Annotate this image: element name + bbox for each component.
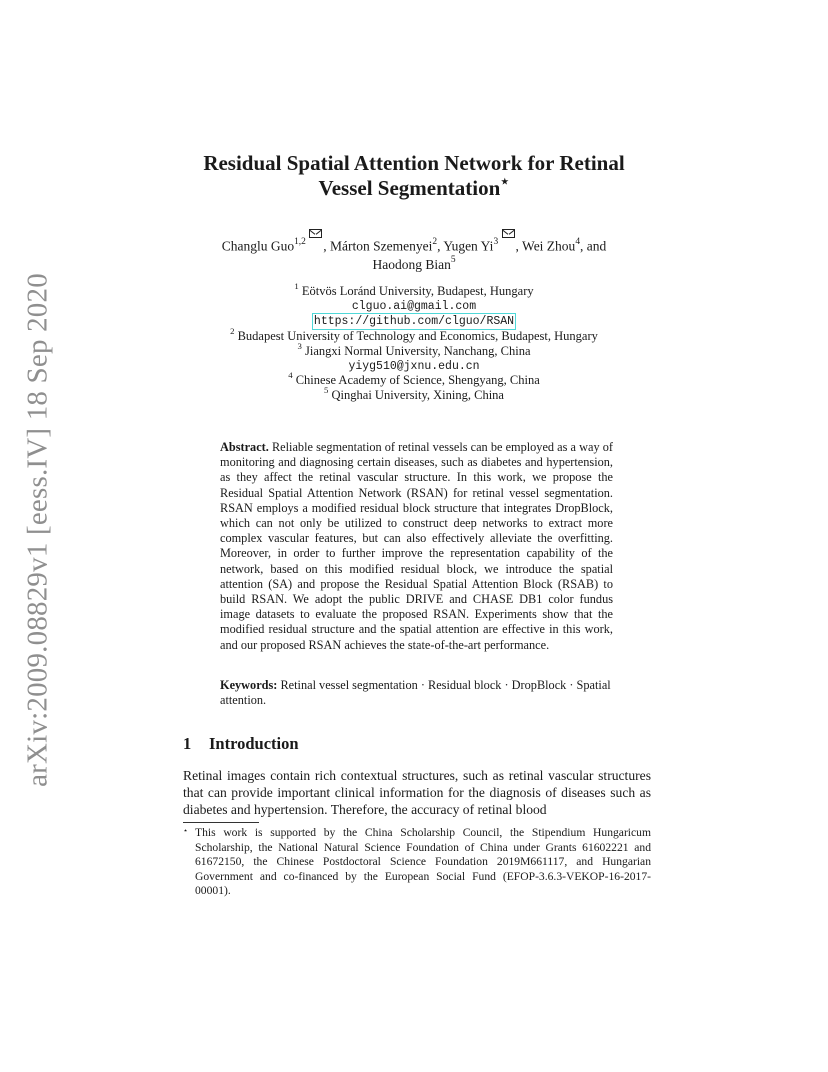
abstract-label: Abstract. (220, 440, 269, 454)
footnote-star: ⋆ (183, 826, 189, 835)
author-name: Yugen Yi (443, 238, 494, 254)
affiliation-1 (0, 280, 828, 299)
author-separator: , (515, 238, 523, 254)
intro-paragraph: Retinal images contain rich contextual structures, such as retinal vascular structures that can provide important clinical information for the diagnosis of diseases such as diabetes and hypertension. Therefore, the accuracy of retinal blood (183, 768, 651, 817)
author-line-2 (0, 256, 828, 274)
author-name: Changlu Guo (221, 238, 295, 254)
envelope-icon[interactable] (502, 229, 515, 238)
affiliation-number: 1 (294, 280, 299, 291)
affiliation-text: Qinghai University, Xining, China (331, 388, 504, 402)
envelope-icon[interactable] (309, 229, 322, 238)
author-affiliation-sup: 2 (432, 237, 438, 248)
affiliation-number: 3 (297, 340, 302, 351)
affiliation-text: Chinese Academy of Science, Shengyang, China (295, 373, 540, 387)
author-affiliation-sup: 5 (450, 255, 456, 266)
github-link-wrapper (0, 314, 828, 329)
author-separator: , and (580, 238, 607, 254)
affiliation-text: Budapest University of Technology and Economics, Budapest, Hungary (237, 329, 598, 343)
email-link-3[interactable]: yiyg510@jxnu.edu.cn (348, 360, 480, 373)
section-number: 1 (183, 734, 192, 753)
affiliation-number: 2 (230, 325, 235, 336)
author-affiliation-sup: 4 (575, 237, 581, 248)
keywords (220, 678, 613, 708)
footnote-text: This work is supported by the China Scholarship Council, the Stipendium Hungaricum Scholarship, the National Natural Science Foundation of China under Grants 61602221 and 61672150, the Chinese Postdoctoral Science Foundation 2019M661117, and Hungarian Government and co-financed by the European Social Fund (EFOP-3.6.3-VEKOP-16-2017-00001). (195, 826, 651, 898)
email-link-1[interactable]: clguo.ai@gmail.com (351, 300, 477, 313)
footnote (183, 826, 651, 899)
paper-title (0, 151, 828, 201)
affiliation-5 (0, 384, 828, 403)
author-separator: , (437, 238, 444, 254)
author-name: Haodong Bian (372, 256, 451, 272)
affiliation-2 (0, 325, 828, 344)
author-affiliation-sup: 3 (493, 237, 515, 247)
keywords-label: Keywords: (220, 678, 278, 692)
author-affiliation-sup: 1,2 (294, 237, 323, 247)
affiliation-4 (0, 369, 828, 388)
author-name: Wei Zhou (522, 238, 576, 254)
affiliation-3 (0, 340, 828, 359)
section-heading (183, 734, 299, 754)
affiliation-number: 4 (288, 369, 293, 380)
author-list (0, 236, 828, 274)
title-footnote-star: ⋆ (500, 173, 510, 190)
affiliation-number: 5 (324, 384, 329, 395)
keywords-text: Retinal vessel segmentation · Residual block · DropBlock · Spatial attention. (220, 678, 611, 708)
footnote-divider (183, 822, 259, 823)
section-title: Introduction (209, 734, 299, 753)
abstract (220, 440, 613, 653)
title-line-2 (0, 173, 828, 201)
title-line-1: Residual Spatial Attention Network for Retinal (203, 151, 625, 175)
arxiv-identifier-stamp: arXiv:2009.08829v1 [eess.IV] 18 Sep 2020 (21, 273, 54, 787)
author-line-1 (0, 236, 828, 256)
github-link[interactable]: https://github.com/clguo/RSAN (313, 315, 515, 328)
author-name: Márton Szemenyei (329, 238, 433, 254)
affiliation-text: Jiangxi Normal University, Nanchang, China (304, 344, 531, 358)
title-line-2-text: Vessel Segmentation (318, 176, 501, 200)
affiliation-text: Eötvös Loránd University, Budapest, Hungary (301, 284, 534, 298)
author-separator: , (323, 238, 330, 254)
abstract-text: Reliable segmentation of retinal vessels can be employed as a way of monitoring and diagnosing certain diseases, such as diabetes and hypertension, as they affect the retinal vascular structure. In this work, we propose the Residual Spatial Attention Network (RSAN) for retinal vessel segmentation. RSAN employs a modified residual block structure that integrates DropBlock, which can not only be utilized to construct deep networks to extract more complex vascular features, but can also effectively alleviate the overfitting. Moreover, in order to further improve the representation capability of the network, based on this modified residual block, we introduce the spatial attention (SA) and propose the Residual Spatial Attention Block (RSAB) to build RSAN. We adopt the public DRIVE and CHASE DB1 color fundus image datasets to evaluate the proposed RSAN. Experiments show that the modified residual structure and the spatial attention are effective in this work, and our proposed RSAN achieves the state-of-the-art performance. (220, 440, 613, 652)
